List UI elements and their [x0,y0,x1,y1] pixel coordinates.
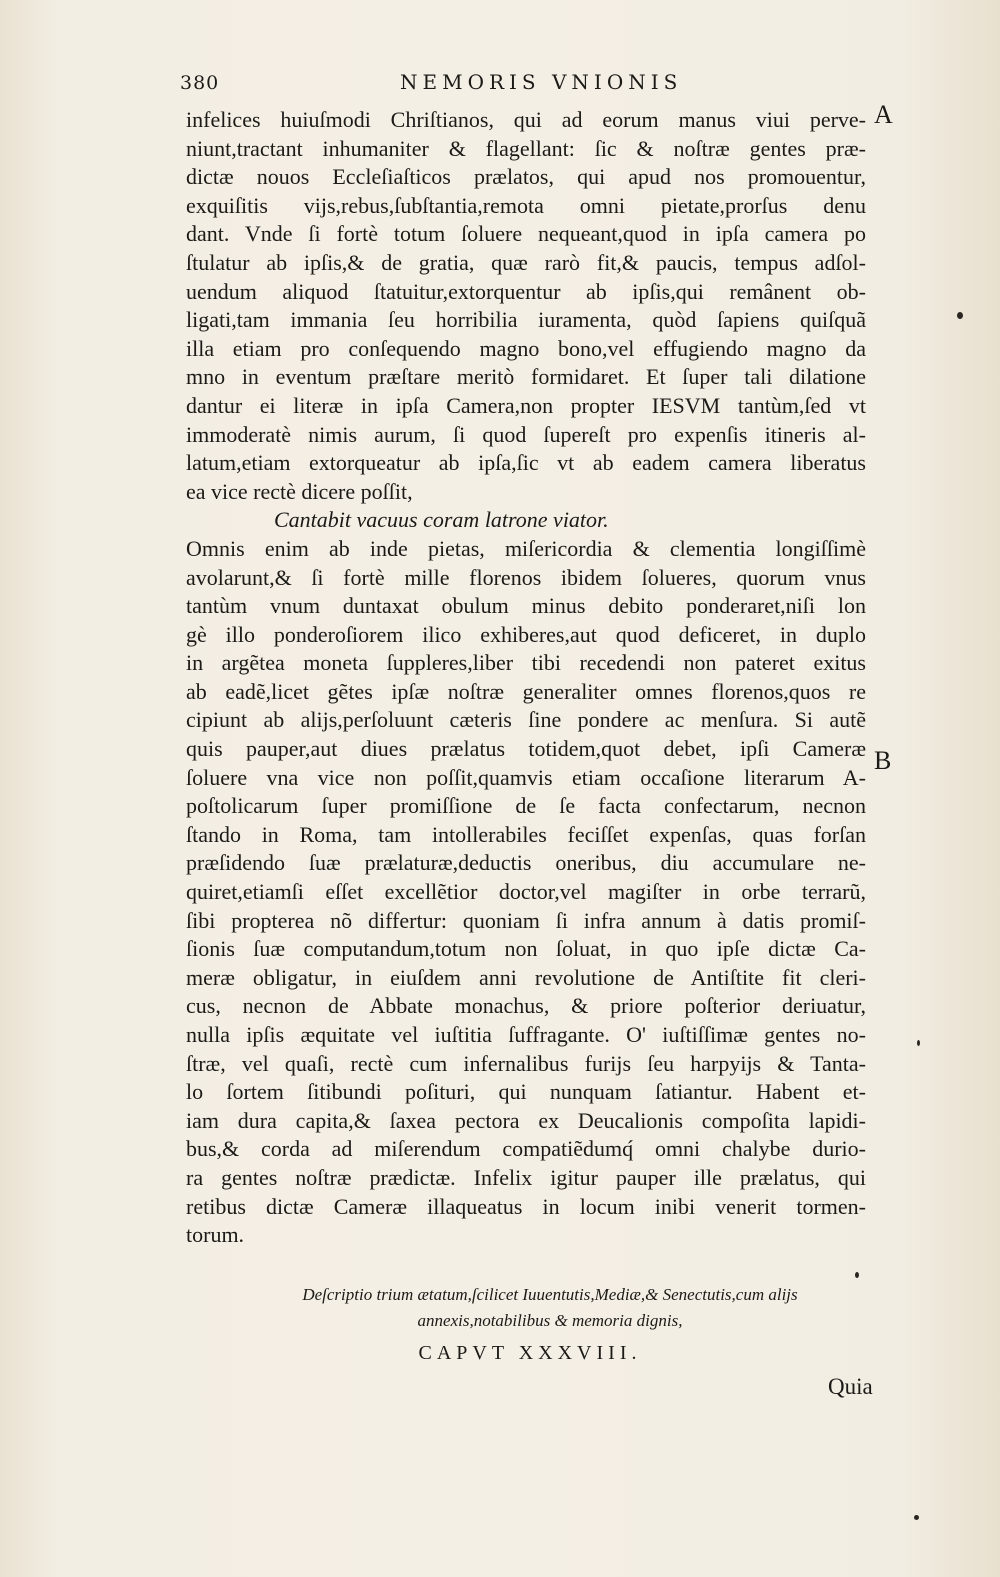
text-line: ſoluere vna vice non poſſit,quamvis etiam occaſione literarum A- [186,764,866,790]
page-number: 380 [180,72,220,94]
text-line: quiret,etiamſi eſſet excellẽtior doctor,vel magiſter in orbe terrarũ, [186,879,866,905]
ink-speck [957,312,963,319]
text-line: lo ſortem ſitibundi poſituri, qui nunquam ſatiantur. Habent et- [186,1079,866,1105]
text-line: immoderatè nimis aurum, ſi quod ſupereſt pro expenſis itineris al- [186,421,866,447]
text-line: dant. Vnde ſi fortè totum ſoluere nequeant,quod in ipſa camera po [186,221,866,247]
text-line: iam dura capita,& ſaxea pectora ex Deucalionis compoſita lapidi- [186,1107,866,1133]
text-line: tantùm vnum duntaxat obulum minus debito ponderaret,niſi lon [186,593,866,619]
text-line: ligati,tam immania ſeu horribilia iuramenta, quòd ſapiens quiſquã [186,307,866,333]
text-line: niunt,tractant inhumaniter & flagellant: ſic & noſtræ gentes præ- [186,135,866,161]
ink-speck [917,1040,920,1046]
text-line: gè illo ponderoſiorem ilico exhiberes,aut quod deficeret, in duplo [186,621,866,647]
text-line: ſtando in Roma, tam intollerabiles feciſſet expenſas, quas forſan [186,821,866,847]
text-line: ea vice rectè dicere poſſit, [186,478,413,504]
text-line: illa etiam pro conſequendo magno bono,vel effugiendo magno da [186,335,866,361]
text-line: bus,& corda ad miſerendum compatiẽdumq́ omni chalybe durio- [186,1136,866,1162]
margin-letter-b: B [874,746,892,775]
chapter-title: CAPVT XXXVIII. [418,1342,642,1364]
main-text-block [186,106,866,1250]
text-line: ſtræ, vel quaſi, rectè cum infernalibus furijs ſeu harpyijs & Tanta- [186,1050,866,1076]
text-line: Omnis enim ab inde pietas, miſericordia & clementia longiſſimè [186,535,866,561]
chapter-subheading [230,1282,870,1334]
margin-letter-a: A [874,100,893,129]
text-line: ſibi propterea nõ differtur: quoniam ſi infra annum à datis promiſ- [186,907,866,933]
running-title: NEMORIS VNIONIS [400,70,683,94]
text-line: quis pauper,aut diues prælatus totidem,quot debet, ipſi Cameræ [186,736,866,762]
text-line: dantur ei literæ in ipſa Camera,non propter IESVM tantùm,ſed vt [186,392,866,418]
text-line: latum,etiam extorqueatur ab ipſa,ſic vt ab eadem camera liberatus [186,450,866,476]
text-line: uendum aliquod ſtatuitur,extorquentur ab ipſis,qui remânent ob- [186,278,866,304]
text-line: infelices huiuſmodi Chriſtianos, qui ad eorum manus viui perve- [186,107,866,132]
subheading-line-2: annexis,notabilibus & memoria dignis, [417,1311,683,1330]
text-line: dictæ nouos Eccleſiaſticos prælatos, qui apud nos promouentur, [186,164,866,190]
text-line: torum. [186,1222,245,1248]
text-line: ra gentes noſtræ prædictæ. Infelix igitur pauper ille prælatus, qui [186,1164,866,1190]
text-line: poſtolicarum ſuper promiſſione de ſe facta confectarum, necnon [186,793,866,819]
subheading-line-1: Deſcriptio trium ætatum,ſcilicet Iuuentutis,Mediæ,& Senectutis,cum alijs [302,1285,798,1304]
text-line: ſtulatur ab ipſis,& de gratia, quæ rarò fit,& paucis, tempus adſol- [186,249,866,275]
ink-speck [914,1515,919,1520]
text-line: nulla ipſis æquitate vel iuſtitia ſuffragante. O' iuſtiſſimæ gentes no- [186,1022,866,1047]
text-line: ſionis ſuæ computandum,totum non ſoluat, in quo ipſe dictæ Ca- [186,936,866,962]
text-line: exquiſitis vijs,rebus,ſubſtantia,remota omni pietate,prorſus denu [186,192,866,218]
catchword: Quia [828,1374,873,1399]
text-line: meræ obligatur, in eiuſdem anni revolutione de Antiſtite fit cleri- [186,964,866,990]
text-line: præſidendo ſuæ prælaturæ,deductis oneribus, diu accumulare ne- [186,850,866,876]
text-line: cipiunt ab alijs,perſoluunt cæteris ſine pondere ac menſura. Si autẽ [186,707,866,733]
ink-speck [855,1272,859,1278]
text-line: in argẽtea moneta ſuppleres,liber tibi recedendi non pateret exitus [186,650,866,676]
text-line: ab eadẽ,licet gẽtes ipſæ noſtræ generaliter omnes florenos,quos re [186,678,866,704]
text-line: cus, necnon de Abbate monachus, & priore poſterior deriuatur, [186,993,866,1019]
text-line: mno in eventum præſtare meritò formidaret. Et ſuper tali dilatione [186,364,866,390]
page-header [180,70,880,104]
text-line: avolarunt,& ſi fortè mille florenos ibidem ſolueres, quorum vnus [186,564,866,590]
text-line: Cantabit vacuus coram latrone viator. [274,507,609,533]
text-line: retibus dictæ Cameræ illaqueatus in locum inibi venerit tormen- [186,1193,866,1219]
